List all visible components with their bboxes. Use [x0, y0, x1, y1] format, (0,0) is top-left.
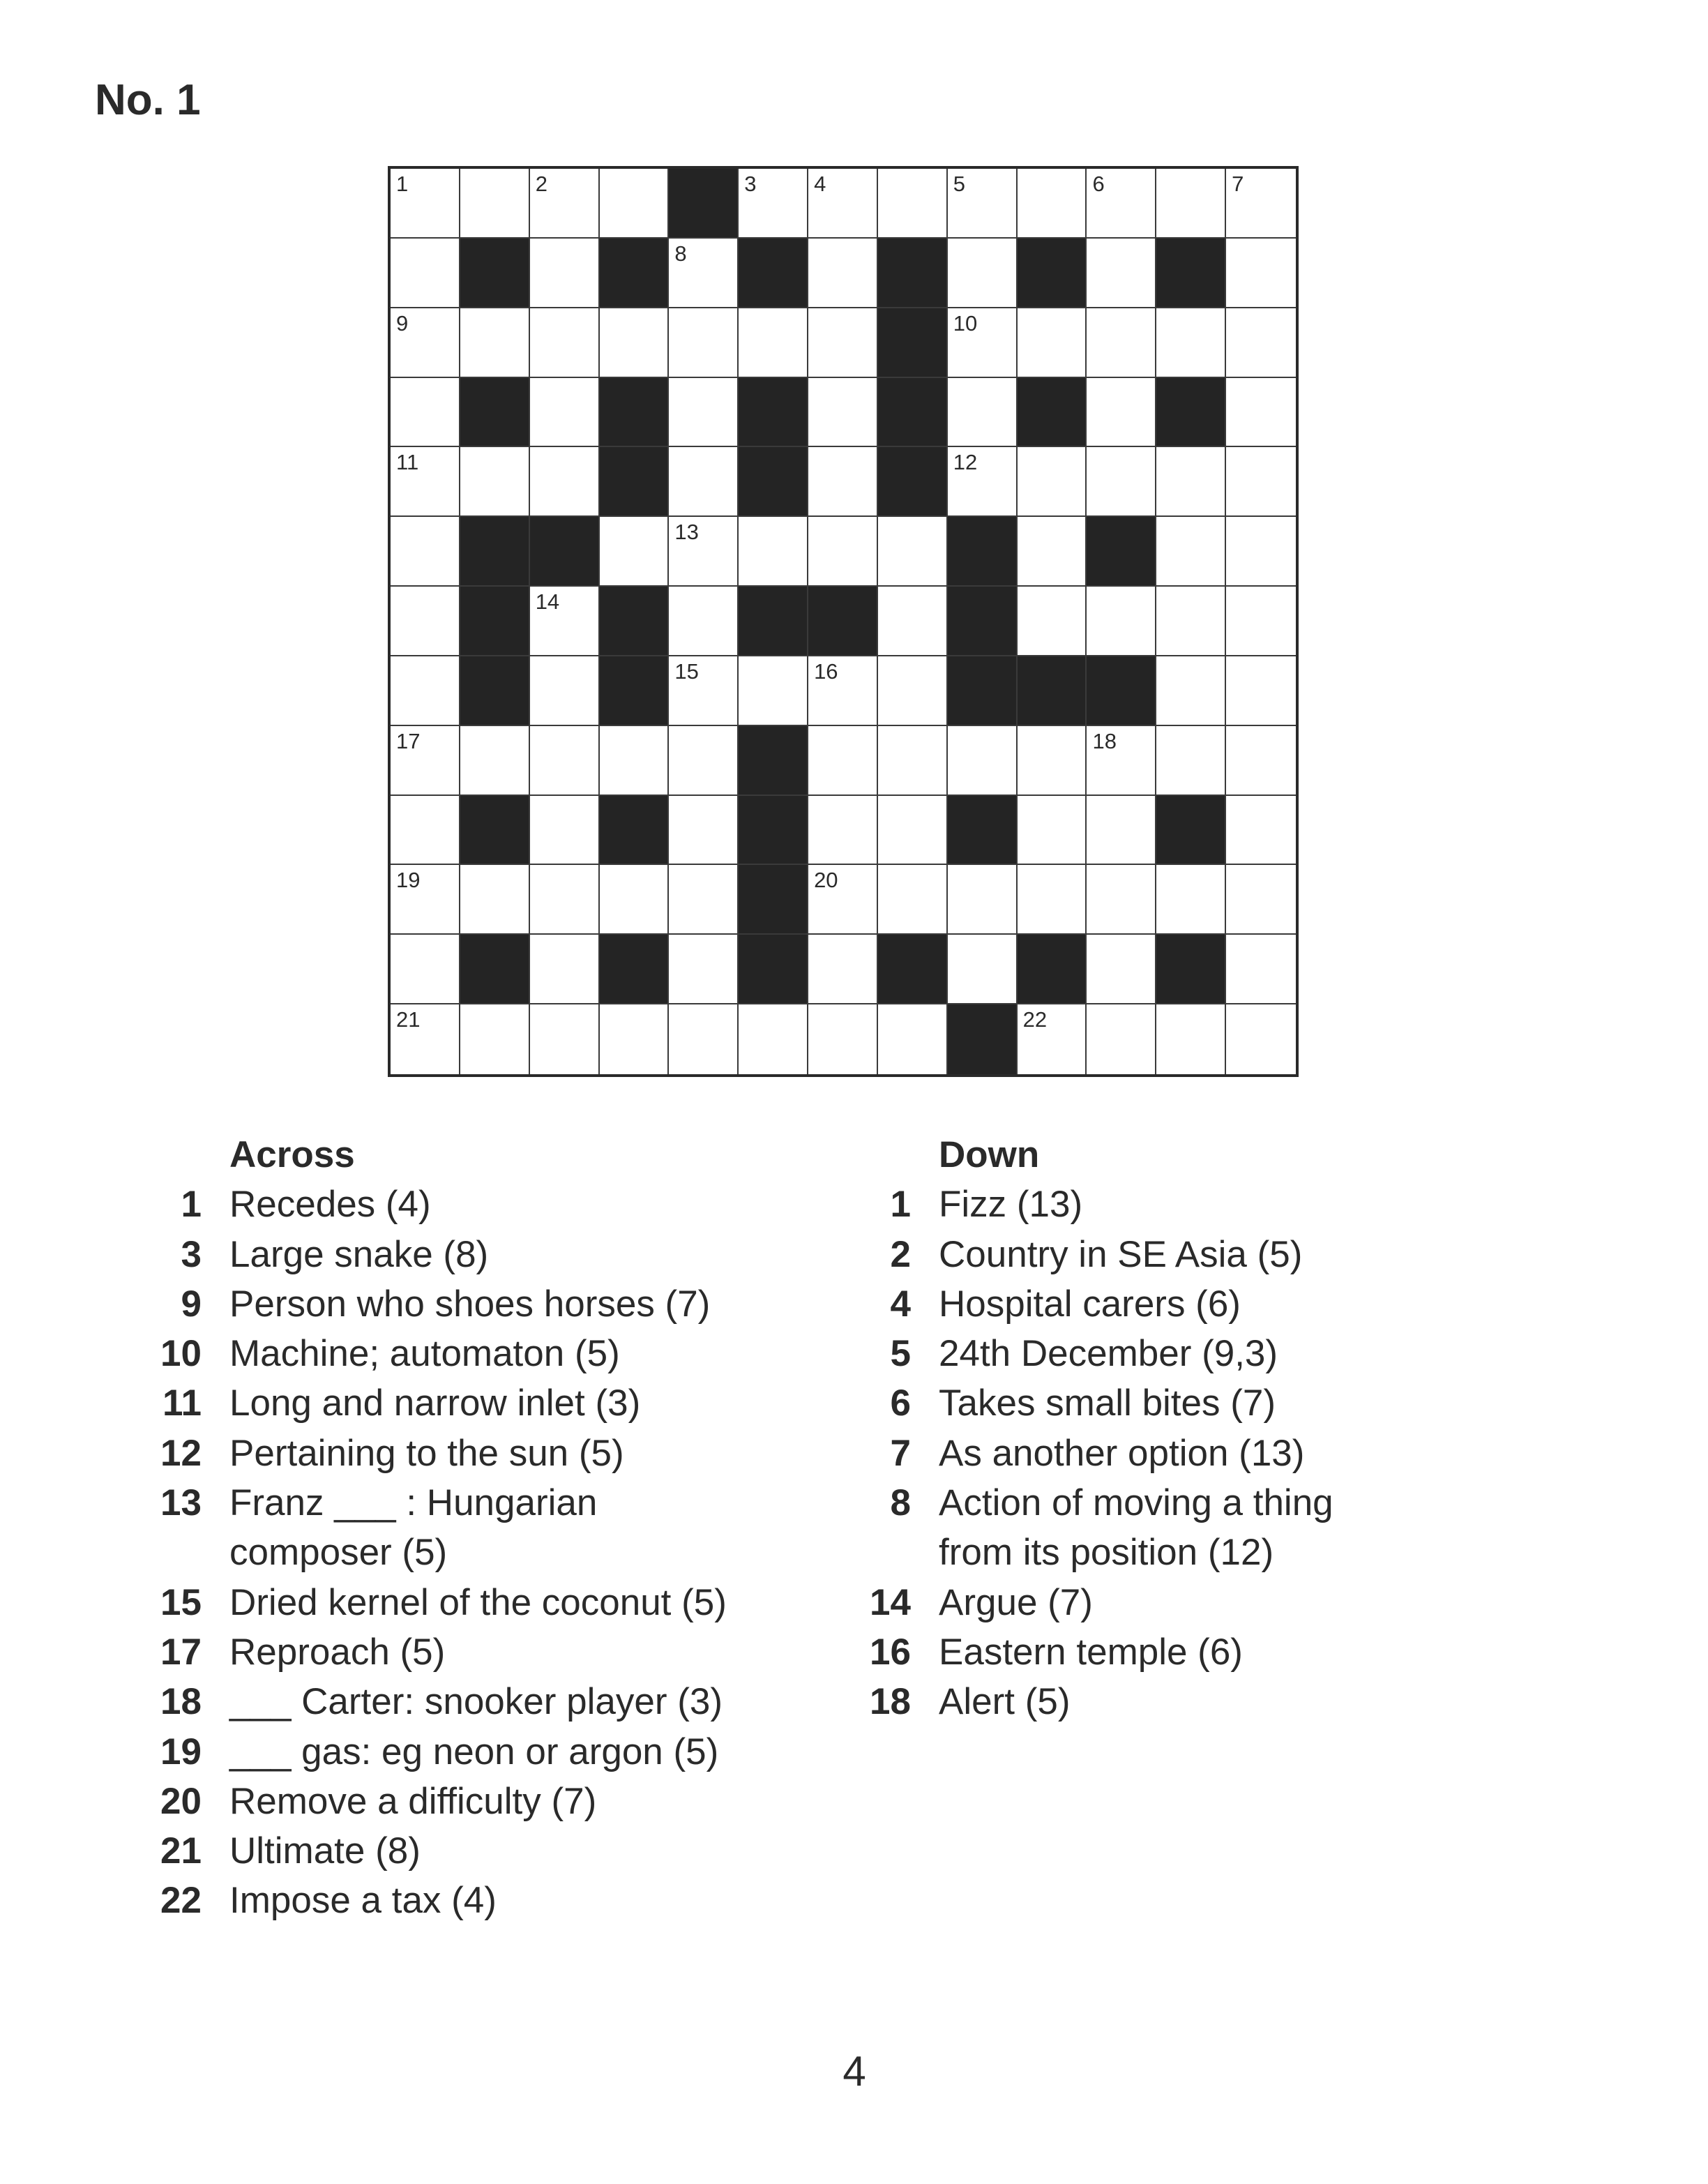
grid-cell[interactable] — [878, 169, 948, 239]
clue-number: 17 — [160, 1631, 202, 1673]
grid-cell[interactable] — [391, 447, 460, 517]
grid-cell[interactable] — [1156, 169, 1226, 239]
grid-cell[interactable] — [1087, 726, 1156, 796]
grid-cell[interactable] — [391, 865, 460, 935]
grid-block — [600, 587, 670, 656]
grid-cell[interactable] — [600, 726, 670, 796]
clue-number: 20 — [160, 1780, 202, 1822]
clue-text: Action of moving a thing — [939, 1482, 1333, 1524]
grid-block — [739, 239, 808, 308]
grid-block — [1018, 378, 1087, 448]
clue-text: 24th December (9,3) — [939, 1333, 1278, 1375]
grid-cell[interactable] — [530, 796, 600, 866]
grid-cell[interactable] — [530, 239, 600, 308]
cell-number: 7 — [1232, 172, 1244, 196]
clue-text: Hospital carers (6) — [939, 1283, 1241, 1325]
grid-cell[interactable] — [808, 378, 878, 448]
grid-cell[interactable] — [530, 378, 600, 448]
clue-text: As another option (13) — [939, 1432, 1305, 1474]
clue-number: 10 — [160, 1333, 202, 1375]
cell-number: 15 — [674, 658, 699, 684]
cell-number: 13 — [674, 520, 699, 545]
grid-cell[interactable] — [1226, 935, 1296, 1004]
grid-cell[interactable] — [669, 656, 739, 726]
grid-cell[interactable] — [530, 656, 600, 726]
clue-text: Recedes (4) — [229, 1184, 431, 1226]
grid-cell[interactable] — [808, 865, 878, 935]
grid-cell[interactable] — [669, 378, 739, 448]
grid-cell[interactable] — [808, 447, 878, 517]
across-clue — [143, 1279, 826, 1329]
grid-cell[interactable] — [1018, 169, 1087, 239]
grid-cell[interactable] — [391, 935, 460, 1004]
clue-number: 8 — [890, 1482, 911, 1524]
grid-block — [948, 517, 1018, 587]
grid-block — [600, 378, 670, 448]
grid-block — [1156, 935, 1226, 1004]
clue-number — [143, 1528, 202, 1577]
clue-text: Ultimate (8) — [229, 1830, 421, 1872]
grid-block — [530, 517, 600, 587]
grid-block — [460, 239, 530, 308]
grid-block — [600, 935, 670, 1004]
clue-text: Takes small bites (7) — [939, 1383, 1276, 1424]
grid-cell[interactable] — [669, 1004, 739, 1074]
grid-cell[interactable] — [808, 517, 878, 587]
clue-number: 11 — [162, 1383, 202, 1424]
grid-cell[interactable] — [530, 865, 600, 935]
grid-cell[interactable] — [460, 1004, 530, 1074]
cell-number: 20 — [814, 868, 838, 893]
grid-block — [460, 587, 530, 656]
clue-number: 21 — [160, 1830, 202, 1872]
grid-cell[interactable] — [460, 865, 530, 935]
grid-cell[interactable] — [460, 447, 530, 517]
grid-block — [460, 378, 530, 448]
cell-number: 5 — [953, 172, 966, 196]
grid-cell[interactable] — [600, 169, 670, 239]
grid-block — [948, 796, 1018, 866]
grid-cell[interactable] — [530, 447, 600, 517]
grid-block — [739, 865, 808, 935]
grid-cell[interactable] — [878, 865, 948, 935]
cell-number: 12 — [953, 450, 978, 475]
grid-cell[interactable] — [739, 169, 808, 239]
clue-text: Large snake (8) — [229, 1233, 489, 1275]
clue-text: Reproach (5) — [229, 1631, 446, 1673]
clue-number: 1 — [181, 1184, 202, 1226]
grid-cell[interactable] — [808, 1004, 878, 1074]
clue-number: 9 — [181, 1283, 202, 1325]
grid-cell[interactable] — [669, 865, 739, 935]
grid-cell[interactable] — [1087, 308, 1156, 378]
grid-cell[interactable] — [391, 796, 460, 866]
grid-cell[interactable] — [600, 308, 670, 378]
clue-number: 22 — [160, 1880, 202, 1922]
clue-number: 18 — [160, 1681, 202, 1723]
grid-cell[interactable] — [669, 239, 739, 308]
grid-cell[interactable] — [669, 796, 739, 866]
down-clue — [852, 1478, 1585, 1528]
clue-text: ___ Carter: snooker player (3) — [229, 1681, 723, 1723]
across-clue — [143, 1329, 826, 1378]
grid-cell[interactable] — [808, 796, 878, 866]
grid-cell[interactable] — [1156, 656, 1226, 726]
grid-cell[interactable] — [739, 1004, 808, 1074]
clue-text: composer (5) — [229, 1532, 448, 1574]
grid-cell[interactable] — [808, 656, 878, 726]
grid-block — [460, 656, 530, 726]
across-clue — [143, 1578, 826, 1627]
grid-cell[interactable] — [1226, 169, 1296, 239]
grid-cell[interactable] — [808, 308, 878, 378]
grid-cell[interactable] — [1226, 587, 1296, 656]
clue-number: 18 — [870, 1681, 911, 1723]
grid-cell[interactable] — [600, 1004, 670, 1074]
grid-block — [739, 726, 808, 796]
grid-block — [878, 239, 948, 308]
down-heading: Down — [939, 1134, 1040, 1175]
grid-cell[interactable] — [669, 587, 739, 656]
cell-number: 9 — [396, 310, 409, 336]
grid-cell[interactable] — [1018, 517, 1087, 587]
grid-cell[interactable] — [391, 587, 460, 656]
cell-number: 14 — [535, 589, 560, 615]
grid-cell[interactable] — [1087, 587, 1156, 656]
clue-number: 13 — [160, 1482, 202, 1524]
puzzle-title: No. 1 — [95, 76, 201, 124]
grid-cell[interactable] — [878, 726, 948, 796]
grid-block — [878, 447, 948, 517]
cell-number: 3 — [744, 172, 757, 196]
clue-text: Impose a tax (4) — [229, 1880, 497, 1922]
cell-number: 22 — [1022, 1007, 1048, 1032]
cell-number: 2 — [535, 172, 547, 196]
across-clue — [143, 1777, 826, 1826]
grid-cell[interactable] — [460, 308, 530, 378]
grid-block — [878, 308, 948, 378]
grid-cell[interactable] — [808, 169, 878, 239]
grid-cell[interactable] — [530, 308, 600, 378]
grid-cell[interactable] — [1226, 378, 1296, 448]
down-clue — [852, 1180, 1585, 1229]
grid-cell[interactable] — [1156, 587, 1226, 656]
clue-text: Remove a difficulty (7) — [229, 1780, 597, 1822]
grid-cell[interactable] — [1156, 865, 1226, 935]
grid-block — [739, 587, 808, 656]
grid-cell[interactable] — [1087, 169, 1156, 239]
grid-cell[interactable] — [948, 378, 1018, 448]
grid-cell[interactable] — [948, 169, 1018, 239]
grid-cell[interactable] — [530, 726, 600, 796]
grid-block — [878, 378, 948, 448]
clue-text: Argue (7) — [939, 1581, 1093, 1623]
grid-cell[interactable] — [460, 169, 530, 239]
grid-block — [878, 935, 948, 1004]
grid-cell[interactable] — [1018, 726, 1087, 796]
clue-text: Franz ___ : Hungarian — [229, 1482, 598, 1524]
grid-cell[interactable] — [739, 656, 808, 726]
grid-cell[interactable] — [1226, 308, 1296, 378]
grid-cell[interactable] — [1087, 1004, 1156, 1074]
grid-block — [739, 796, 808, 866]
clue-number: 7 — [890, 1432, 911, 1474]
clue-number — [852, 1528, 911, 1577]
across-clue — [143, 1230, 826, 1279]
cell-number: 17 — [396, 728, 421, 753]
across-clue — [143, 1876, 826, 1925]
across-clue — [143, 1429, 826, 1478]
grid-block — [1018, 656, 1087, 726]
grid-cell[interactable] — [948, 239, 1018, 308]
clue-text: from its position (12) — [939, 1532, 1274, 1574]
clue-number: 16 — [870, 1631, 911, 1673]
grid-cell[interactable] — [1087, 378, 1156, 448]
grid-cell[interactable] — [1226, 796, 1296, 866]
across-clues — [143, 1130, 826, 1926]
grid-cell[interactable] — [808, 935, 878, 1004]
clue-text: Eastern temple (6) — [939, 1631, 1243, 1673]
grid-cell[interactable] — [391, 726, 460, 796]
grid-cell[interactable] — [1226, 447, 1296, 517]
down-clues — [852, 1130, 1585, 1727]
grid-block — [948, 587, 1018, 656]
grid-block — [739, 447, 808, 517]
across-clue — [143, 1826, 826, 1876]
clue-number: 1 — [890, 1184, 911, 1226]
grid-block — [600, 656, 670, 726]
grid-cell[interactable] — [530, 1004, 600, 1074]
grid-cell[interactable] — [1156, 308, 1226, 378]
clue-number: 2 — [890, 1233, 911, 1275]
clue-text: Long and narrow inlet (3) — [229, 1383, 641, 1424]
across-clue — [143, 1528, 826, 1577]
cell-number: 11 — [396, 450, 419, 475]
grid-block — [808, 587, 878, 656]
grid-cell[interactable] — [878, 656, 948, 726]
clue-text: Alert (5) — [939, 1681, 1071, 1723]
grid-block — [739, 935, 808, 1004]
grid-cell[interactable] — [460, 726, 530, 796]
grid-cell[interactable] — [669, 447, 739, 517]
clue-number: 4 — [890, 1283, 911, 1325]
grid-block — [669, 169, 739, 239]
grid-cell[interactable] — [1018, 1004, 1087, 1074]
across-clue — [143, 1627, 826, 1677]
clue-number: 12 — [160, 1432, 202, 1474]
grid-block — [948, 656, 1018, 726]
grid-block — [600, 239, 670, 308]
cell-number: 10 — [953, 310, 978, 336]
grid-cell[interactable] — [1156, 726, 1226, 796]
down-clue — [852, 1429, 1585, 1478]
cell-number: 16 — [814, 658, 838, 684]
grid-block — [1018, 239, 1087, 308]
across-clue — [143, 1727, 826, 1777]
across-heading: Across — [229, 1134, 355, 1175]
clue-number: 6 — [890, 1383, 911, 1424]
clue-text: Dried kernel of the coconut (5) — [229, 1581, 727, 1623]
clue-number: 3 — [181, 1233, 202, 1275]
grid-cell[interactable] — [530, 587, 600, 656]
grid-block — [1087, 517, 1156, 587]
cell-number: 8 — [674, 241, 687, 266]
grid-cell[interactable] — [669, 935, 739, 1004]
grid-cell[interactable] — [391, 517, 460, 587]
grid-cell[interactable] — [948, 935, 1018, 1004]
grid-cell[interactable] — [1156, 517, 1226, 587]
down-clue — [852, 1279, 1585, 1329]
clue-number: 5 — [890, 1333, 911, 1375]
grid-cell[interactable] — [669, 517, 739, 587]
grid-cell[interactable] — [530, 935, 600, 1004]
grid-cell[interactable] — [1018, 796, 1087, 866]
down-clue — [852, 1528, 1585, 1577]
cell-number: 4 — [814, 172, 826, 196]
grid-cell[interactable] — [1087, 796, 1156, 866]
cell-number: 19 — [396, 868, 421, 893]
grid-cell[interactable] — [1226, 517, 1296, 587]
grid-cell[interactable] — [1018, 308, 1087, 378]
grid-cell[interactable] — [878, 587, 948, 656]
grid-cell[interactable] — [878, 1004, 948, 1074]
grid-cell[interactable] — [1226, 239, 1296, 308]
grid-block — [1156, 796, 1226, 866]
across-clue — [143, 1180, 826, 1229]
grid-cell[interactable] — [1018, 865, 1087, 935]
grid-cell[interactable] — [1018, 587, 1087, 656]
grid-cell[interactable] — [1226, 865, 1296, 935]
grid-cell[interactable] — [948, 447, 1018, 517]
clue-number: 15 — [160, 1581, 202, 1623]
grid-cell[interactable] — [808, 726, 878, 796]
grid-cell[interactable] — [739, 308, 808, 378]
grid-cell[interactable] — [1018, 447, 1087, 517]
down-clue — [852, 1677, 1585, 1726]
down-clue — [852, 1230, 1585, 1279]
grid-cell[interactable] — [1087, 935, 1156, 1004]
grid-block — [1087, 656, 1156, 726]
page-number: 4 — [842, 2048, 866, 2095]
grid-cell[interactable] — [739, 517, 808, 587]
grid-cell[interactable] — [391, 308, 460, 378]
grid-cell[interactable] — [391, 378, 460, 448]
grid-cell[interactable] — [391, 169, 460, 239]
grid-cell[interactable] — [878, 517, 948, 587]
clue-text: Pertaining to the sun (5) — [229, 1432, 624, 1474]
cell-number: 21 — [396, 1007, 421, 1032]
down-clue — [852, 1578, 1585, 1627]
grid-block — [948, 1004, 1018, 1074]
grid-cell[interactable] — [600, 865, 670, 935]
across-clue — [143, 1677, 826, 1726]
grid-cell[interactable] — [391, 239, 460, 308]
grid-block — [1156, 378, 1226, 448]
clue-text: Country in SE Asia (5) — [939, 1233, 1303, 1275]
clue-number: 19 — [160, 1731, 202, 1772]
grid-cell[interactable] — [948, 308, 1018, 378]
clue-text: Person who shoes horses (7) — [229, 1283, 711, 1325]
crossword-grid — [388, 166, 1299, 1077]
clue-text: Fizz (13) — [939, 1184, 1083, 1226]
grid-cell[interactable] — [1156, 447, 1226, 517]
grid-cell[interactable] — [1226, 656, 1296, 726]
grid-cell[interactable] — [808, 239, 878, 308]
grid-cell[interactable] — [391, 1004, 460, 1074]
down-clue — [852, 1627, 1585, 1677]
cell-number: 1 — [396, 172, 409, 196]
grid-block — [600, 447, 670, 517]
grid-cell[interactable] — [878, 796, 948, 866]
grid-cell[interactable] — [1087, 447, 1156, 517]
cell-number: 6 — [1092, 172, 1105, 196]
grid-cell[interactable] — [1226, 1004, 1296, 1074]
grid-cell[interactable] — [1087, 865, 1156, 935]
clue-text: ___ gas: eg neon or argon (5) — [229, 1731, 719, 1772]
grid-block — [1156, 239, 1226, 308]
across-clue — [143, 1478, 826, 1528]
grid-cell[interactable] — [1226, 726, 1296, 796]
down-clue — [852, 1378, 1585, 1428]
clue-text: Machine; automaton (5) — [229, 1333, 620, 1375]
grid-block — [739, 378, 808, 448]
grid-block — [600, 796, 670, 866]
grid-block — [460, 517, 530, 587]
grid-cell[interactable] — [600, 517, 670, 587]
grid-cell[interactable] — [669, 726, 739, 796]
cell-number: 18 — [1092, 728, 1117, 753]
across-clue — [143, 1378, 826, 1428]
grid-cell[interactable] — [669, 308, 739, 378]
grid-cell[interactable] — [1156, 1004, 1226, 1074]
grid-cell[interactable] — [391, 656, 460, 726]
grid-cell[interactable] — [1087, 239, 1156, 308]
grid-block — [460, 935, 530, 1004]
grid-cell[interactable] — [948, 726, 1018, 796]
grid-cell[interactable] — [948, 865, 1018, 935]
clue-number: 14 — [870, 1581, 911, 1623]
grid-block — [1018, 935, 1087, 1004]
grid-block — [460, 796, 530, 866]
grid-cell[interactable] — [530, 169, 600, 239]
down-clue — [852, 1329, 1585, 1378]
